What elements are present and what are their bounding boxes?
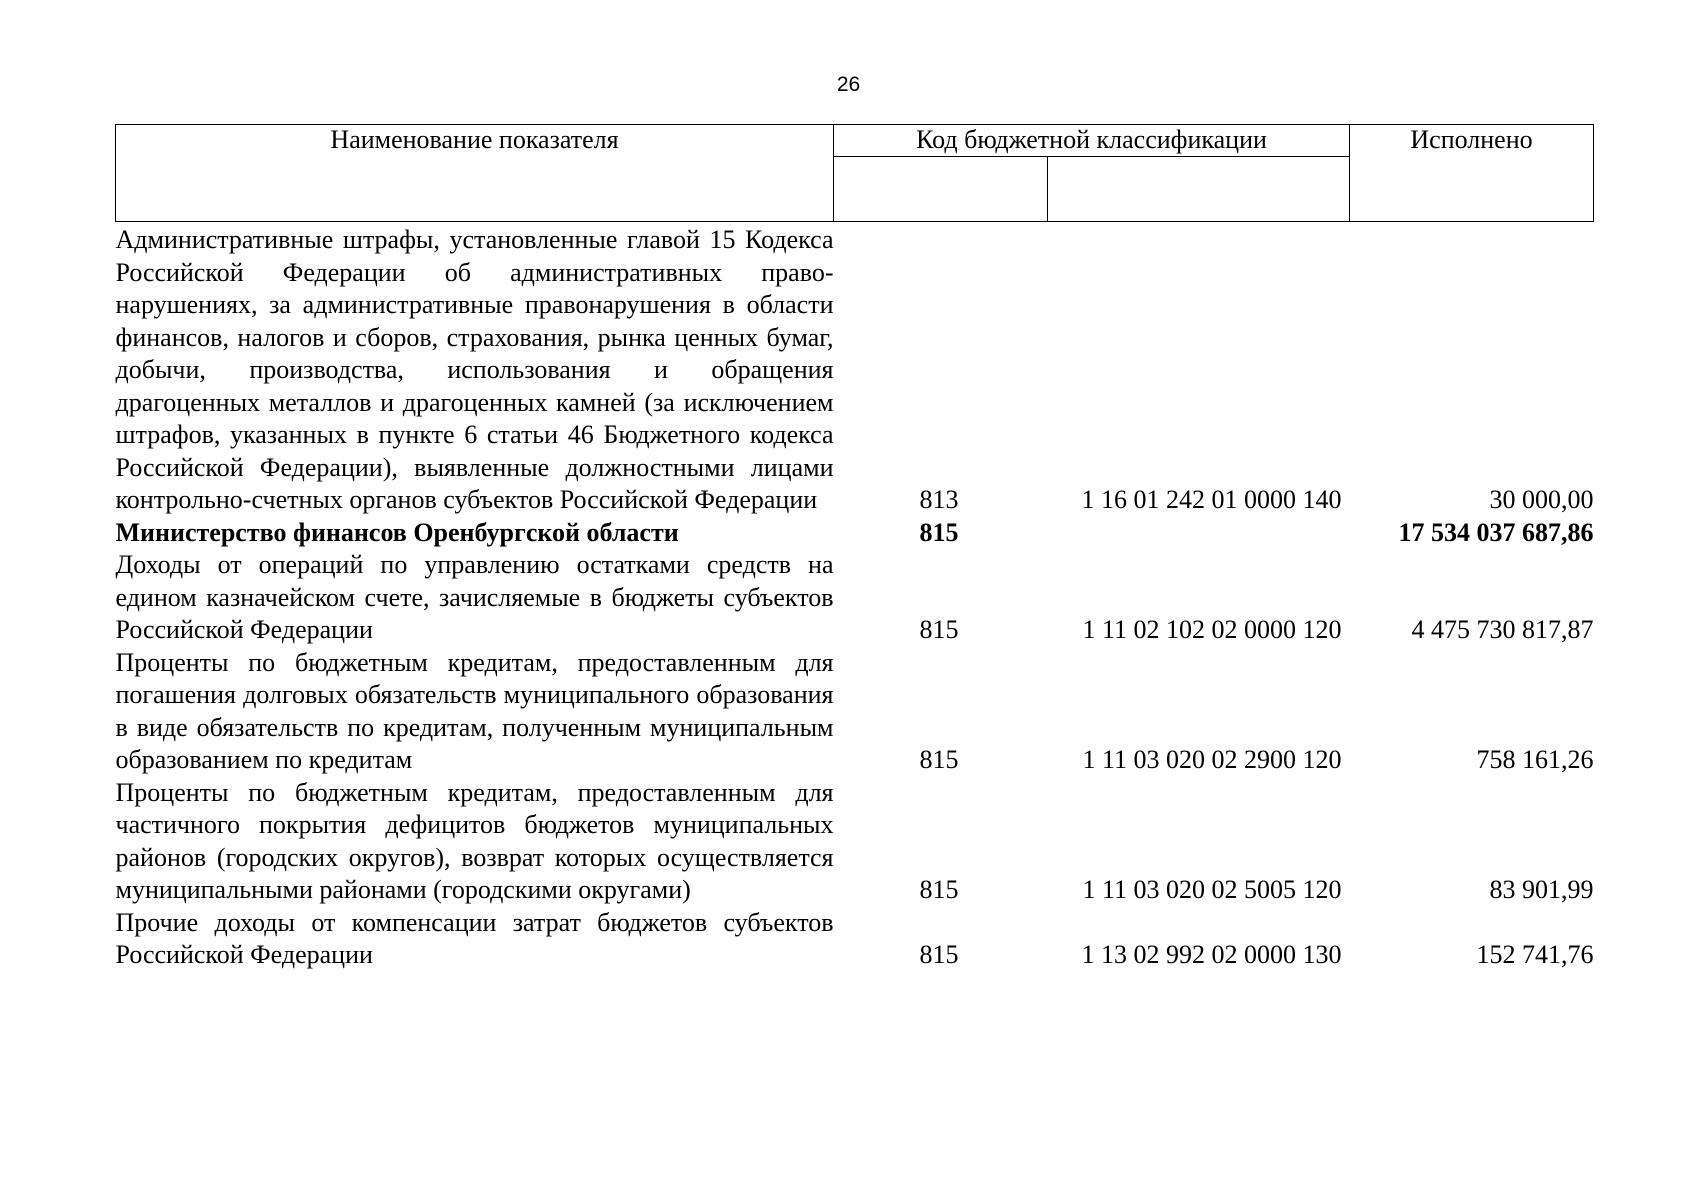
row-executed: 152 741,76 xyxy=(1476,940,1594,969)
row-code: 1 11 03 020 02 5005 120 xyxy=(1082,875,1342,904)
table-body xyxy=(116,222,1594,972)
row-name: Министерство финансов Оренбургской области xyxy=(115,517,679,547)
row-chapter: 815 xyxy=(919,940,959,969)
row-chapter: 815 xyxy=(919,745,959,774)
row-code: 1 16 01 242 01 0000 140 xyxy=(1081,485,1342,514)
table-row xyxy=(116,517,1594,550)
budget-execution-table xyxy=(115,124,1594,972)
table-row xyxy=(116,549,1594,647)
header-executed: Исполнено xyxy=(1350,125,1594,222)
row-code xyxy=(1048,517,1350,550)
header-chapter-cell xyxy=(834,157,1048,222)
row-name: Прочие доходы от компенсации затрат бюджетов субъектов Российской Федерации xyxy=(115,907,834,969)
row-chapter: 815 xyxy=(919,875,959,904)
row-executed: 83 901,99 xyxy=(1489,875,1594,904)
row-name: Административные штрафы, установленные главой 15 Кодекса Российской Федерации об административных правонарушениях, за административные правонарушения в области финансов, налогов и сборов, страхования, рынка ценных бумаг, добычи, производства, использования и обращения драгоценных металлов и драгоценных камней (за исключением штрафов, указанных в пункте 6 статьи 46 Бюджетного кодекса Российской Федерации), выявленные должностными лицами контрольно-счетных органов субъектов Российской Федерации xyxy=(115,225,834,514)
row-name: Доходы от операций по управлению остатками средств на едином казначейском счете, зачисляемые в бюджеты субъектов Российской Федерации xyxy=(115,550,834,644)
row-code: 1 11 02 102 02 0000 120 xyxy=(1082,615,1342,644)
row-name: Проценты по бюджетным кредитам, предоставленным для погашения долговых обязательств муниципального образования в виде обязательств по кредитам, полученным муниципальным образованием по кредитам xyxy=(115,647,834,774)
row-code: 1 11 03 020 02 2900 120 xyxy=(1082,745,1342,774)
row-executed: 758 161,26 xyxy=(1476,745,1594,774)
table-header xyxy=(116,125,1594,222)
table-row xyxy=(116,647,1594,777)
row-code: 1 13 02 992 02 0000 130 xyxy=(1081,940,1342,969)
row-executed: 17 534 037 687,86 xyxy=(1398,517,1594,547)
header-budget-code: Код бюджетной классификации xyxy=(834,125,1350,157)
table-row xyxy=(116,777,1594,907)
table-row xyxy=(116,222,1594,517)
row-name: Проценты по бюджетным кредитам, предоставленным для частичного покрытия дефицитов бюджетов муниципальных районов (городских округов), возврат которых осуществляется муниципальными районами (городскими округами) xyxy=(115,777,834,904)
header-code-cell xyxy=(1048,157,1350,222)
header-name: Наименование показателя xyxy=(116,125,834,222)
row-chapter: 815 xyxy=(919,615,959,644)
page-number: 26 xyxy=(836,73,861,96)
row-chapter: 815 xyxy=(919,517,959,547)
row-executed: 30 000,00 xyxy=(1489,485,1594,514)
row-executed: 4 475 730 817,87 xyxy=(1411,615,1594,644)
row-chapter: 813 xyxy=(919,485,959,514)
table-row xyxy=(116,907,1594,972)
